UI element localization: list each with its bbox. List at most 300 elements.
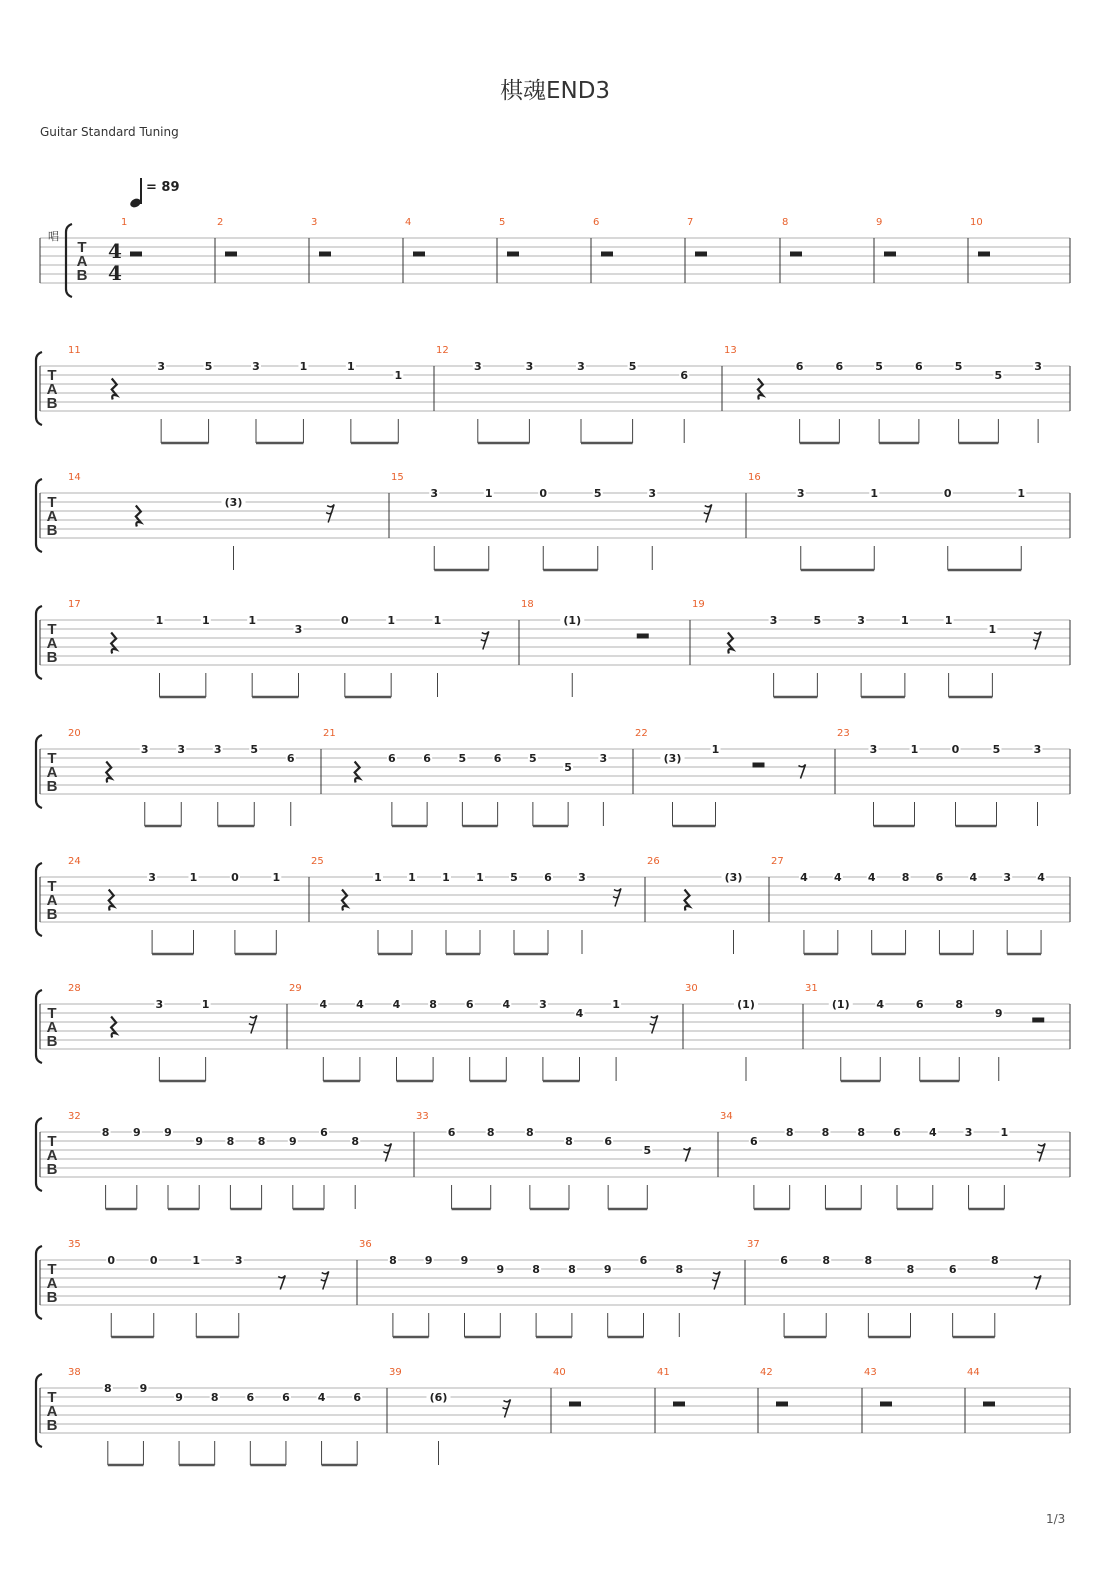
measure-28 [68, 983, 257, 1081]
fret-number: 1 [387, 614, 395, 627]
fret-number: 6 [915, 360, 923, 373]
measure-25 [311, 856, 621, 954]
measure-number: 40 [553, 1367, 566, 1378]
fret-number: 3 [769, 614, 778, 627]
tab-clef-letter: A [76, 253, 88, 270]
fret-number: 6 [320, 1126, 328, 1139]
fret-number: 8 [565, 1135, 573, 1148]
fret-number: 3 [252, 360, 260, 373]
fret-number: 6 [423, 752, 431, 765]
measure-21 [323, 728, 608, 826]
measure-number: 38 [68, 1367, 81, 1378]
measure-41 [657, 1367, 685, 1407]
tab-clef-letter: T [77, 239, 87, 256]
fret-number: 5 [593, 487, 602, 500]
system-bracket [36, 1246, 42, 1319]
fret-number: 6 [246, 1391, 255, 1404]
fret-number: 1 [299, 360, 308, 373]
measure-14 [68, 472, 334, 570]
half-rest [673, 1402, 685, 1407]
tab-clef-letter: B [46, 906, 58, 923]
fret-number: 3 [155, 998, 164, 1011]
fret-number: 3 [857, 614, 865, 627]
fret-number: (3) [224, 496, 243, 509]
tab-clef-letter: T [47, 1133, 57, 1150]
tab-clef-letter: A [46, 764, 58, 781]
fret-number: 1 [272, 871, 281, 884]
measure-number: 35 [68, 1239, 81, 1250]
tab-clef-letter: B [46, 395, 58, 412]
fret-number: 1 [711, 743, 720, 756]
fret-number: 0 [231, 871, 239, 884]
fret-number: 5 [529, 752, 537, 765]
fret-number: 6 [493, 752, 502, 765]
fret-number: 8 [532, 1263, 540, 1276]
measure-19 [692, 599, 1041, 697]
tab-clef-letter: A [46, 892, 58, 909]
fret-number: 6 [915, 998, 924, 1011]
fret-number: 4 [317, 1391, 326, 1404]
measure-6 [593, 217, 613, 257]
system-bracket [36, 479, 42, 552]
fret-number: (6) [429, 1391, 448, 1404]
fret-number: 1 [408, 871, 416, 884]
measure-number: 41 [657, 1367, 670, 1378]
fret-number: 5 [954, 360, 963, 373]
tab-clef-letter: A [46, 1147, 58, 1164]
half-rest [130, 252, 142, 257]
half-rest [978, 252, 990, 257]
measure-16 [748, 472, 1026, 570]
measure-4 [405, 217, 425, 257]
fret-number: 0 [107, 1254, 116, 1267]
fret-number: 3 [1033, 743, 1042, 756]
measure-5 [499, 217, 519, 257]
fret-number: 4 [969, 871, 978, 884]
fret-number: (3) [663, 752, 682, 765]
measure-17 [68, 599, 489, 697]
measure-number: 27 [771, 856, 784, 867]
measure-26 [647, 856, 746, 954]
fret-number: 3 [234, 1254, 243, 1267]
fret-number: 5 [643, 1144, 652, 1157]
measure-7 [687, 217, 707, 257]
measure-number: 22 [635, 728, 648, 739]
fret-number: 9 [994, 1007, 1003, 1020]
fret-number: 8 [486, 1126, 495, 1139]
measure-39 [389, 1367, 511, 1465]
fret-number: 9 [164, 1126, 172, 1139]
measure-number: 6 [593, 217, 600, 228]
fret-number: 3 [213, 743, 222, 756]
fret-number: 3 [599, 752, 608, 765]
measure-18 [521, 599, 649, 697]
fret-number: 6 [604, 1135, 612, 1148]
system-bracket [36, 863, 42, 936]
tab-clef-letter: T [47, 1005, 57, 1022]
half-rest [637, 634, 649, 639]
measure-36 [359, 1239, 720, 1337]
fret-number: 1 [202, 614, 210, 627]
measure-number: 20 [68, 728, 81, 739]
measure-number: 11 [68, 345, 81, 356]
fret-number: 1 [1017, 487, 1026, 500]
fret-number: 1 [870, 487, 879, 500]
tab-clef-letter: B [46, 522, 58, 539]
half-rest [225, 252, 237, 257]
measure-23 [837, 728, 1043, 826]
fret-number: (1) [563, 614, 582, 627]
fret-number: 9 [603, 1263, 612, 1276]
measure-number: 2 [217, 217, 224, 228]
measure-number: 31 [805, 983, 818, 994]
fret-number: 6 [388, 752, 396, 765]
system-bracket [36, 1374, 42, 1447]
tab-clef-letter: A [46, 508, 58, 525]
measure-number: 43 [864, 1367, 877, 1378]
fret-number: 9 [195, 1135, 204, 1148]
fret-number: 1 [433, 614, 442, 627]
fret-number: 6 [465, 998, 474, 1011]
half-rest [776, 1402, 788, 1407]
fret-number: 1 [944, 614, 953, 627]
fret-number: 8 [101, 1126, 110, 1139]
fret-number: (3) [724, 871, 743, 884]
fret-number: 3 [473, 360, 482, 373]
fret-number: 6 [795, 360, 804, 373]
fret-number: 5 [458, 752, 467, 765]
fret-number: 8 [955, 998, 964, 1011]
fret-number: 6 [544, 871, 552, 884]
fret-number: 8 [526, 1126, 534, 1139]
fret-number: 4 [319, 998, 328, 1011]
measure-34 [720, 1111, 1045, 1209]
fret-number: 4 [800, 871, 808, 884]
fret-number: 6 [948, 1263, 957, 1276]
fret-number: 9 [496, 1263, 505, 1276]
fret-number: 5 [875, 360, 883, 373]
fret-number: 1 [988, 623, 997, 636]
fret-number: 8 [257, 1135, 266, 1148]
measure-number: 32 [68, 1111, 81, 1122]
quarter-rest [685, 890, 690, 911]
tab-system [36, 472, 1070, 570]
measure-number: 16 [748, 472, 761, 483]
fret-number: 1 [347, 360, 355, 373]
tab-system [36, 1111, 1070, 1209]
measure-9 [876, 217, 896, 257]
measure-number: 44 [967, 1367, 980, 1378]
fret-number: 3 [525, 360, 534, 373]
tab-clef-letter: T [47, 367, 57, 384]
fret-number: 4 [392, 998, 401, 1011]
half-rest [569, 1402, 581, 1407]
half-rest [790, 252, 802, 257]
measure-number: 19 [692, 599, 705, 610]
fret-number: 8 [822, 1254, 831, 1267]
fret-number: 3 [578, 871, 586, 884]
fret-number: (1) [737, 998, 755, 1011]
measure-40 [553, 1367, 581, 1407]
fret-number: 1 [910, 743, 919, 756]
fret-number: 4 [867, 871, 876, 884]
tab-clef-letter: T [47, 878, 57, 895]
fret-number: 1 [374, 871, 382, 884]
measure-number: 5 [499, 217, 506, 228]
fret-number: 4 [833, 871, 842, 884]
measure-number: 21 [323, 728, 336, 739]
system-bracket [36, 990, 42, 1063]
fret-number: 6 [286, 752, 295, 765]
tab-clef-letter: B [46, 778, 58, 795]
score-title: 棋魂END3 [499, 78, 611, 104]
measure-38 [68, 1367, 362, 1465]
measure-1 [121, 217, 142, 257]
tab-system [36, 728, 1070, 826]
fret-number: 5 [994, 369, 1003, 382]
measure-number: 14 [68, 472, 81, 483]
tab-system [36, 1367, 1070, 1465]
fret-number: 1 [248, 614, 256, 627]
measure-number: 30 [685, 983, 698, 994]
measure-number: 42 [760, 1367, 773, 1378]
measure-number: 18 [521, 599, 534, 610]
fret-number: 3 [577, 360, 585, 373]
measure-number: 12 [436, 345, 449, 356]
measure-number: 28 [68, 983, 81, 994]
tab-system [36, 983, 1070, 1081]
fret-number: 4 [876, 998, 885, 1011]
fret-number: 8 [429, 998, 437, 1011]
fret-number: 3 [294, 623, 303, 636]
fret-number: 9 [132, 1126, 141, 1139]
tab-clef-letter: B [46, 649, 58, 666]
measure-2 [217, 217, 237, 257]
measure-22 [635, 728, 806, 826]
fret-number: 3 [430, 487, 439, 500]
time-signature-bottom: 4 [108, 261, 122, 285]
fret-number: 4 [928, 1126, 937, 1139]
fret-number: 1 [189, 871, 198, 884]
fret-number: 1 [1000, 1126, 1009, 1139]
fret-number: 6 [639, 1254, 648, 1267]
measure-8 [782, 217, 802, 257]
tab-system [36, 345, 1070, 443]
fret-number: 1 [901, 614, 909, 627]
half-rest [601, 252, 613, 257]
tab-clef-letter: B [76, 267, 88, 284]
fret-number: 1 [442, 871, 450, 884]
fret-number: 8 [785, 1126, 794, 1139]
measure-number: 17 [68, 599, 81, 610]
fret-number: 8 [568, 1263, 576, 1276]
fret-number: 6 [447, 1126, 456, 1139]
measure-30 [685, 983, 758, 1081]
measure-13 [724, 345, 1043, 443]
fret-number: 1 [612, 998, 620, 1011]
half-rest [507, 252, 519, 257]
fret-number: 6 [282, 1391, 290, 1404]
measure-number: 37 [747, 1239, 760, 1250]
measure-43 [864, 1367, 892, 1407]
measure-number: 4 [405, 217, 412, 228]
instrument-label: 唱 [48, 230, 59, 243]
fret-number: 8 [103, 1382, 112, 1395]
system-bracket [36, 735, 42, 808]
measure-3 [311, 217, 331, 257]
tuning-label: Guitar Standard Tuning [40, 125, 179, 139]
fret-number: 5 [813, 614, 822, 627]
quarter-rest [355, 762, 360, 783]
fret-number: 9 [460, 1254, 469, 1267]
quarter-rest [109, 890, 114, 911]
system-bracket [36, 606, 42, 679]
fret-number: 1 [155, 614, 164, 627]
fret-number: 6 [835, 360, 844, 373]
fret-number: 9 [175, 1391, 183, 1404]
measure-15 [391, 472, 712, 570]
system-bracket [66, 224, 72, 297]
fret-number: 3 [796, 487, 805, 500]
system-bracket [36, 352, 42, 425]
fret-number: 5 [204, 360, 213, 373]
fret-number: 0 [341, 614, 349, 627]
measure-20 [68, 728, 296, 826]
fret-number: 0 [943, 487, 952, 500]
fret-number: 4 [502, 998, 511, 1011]
fret-number: 3 [869, 743, 878, 756]
measure-number: 33 [416, 1111, 429, 1122]
measure-27 [771, 856, 1046, 954]
quarter-rest [112, 379, 117, 400]
measure-number: 7 [687, 217, 694, 228]
fret-number: 8 [901, 871, 910, 884]
half-rest [319, 252, 331, 257]
fret-number: 9 [288, 1135, 297, 1148]
measure-number: 3 [311, 217, 318, 228]
tab-system [40, 217, 1070, 297]
fret-number: 3 [177, 743, 186, 756]
tab-clef-letter: B [46, 1033, 58, 1050]
fret-number: 4 [356, 998, 364, 1011]
page-number: 1/3 [1046, 1512, 1066, 1526]
measure-number: 25 [311, 856, 324, 867]
time-signature-top: 4 [108, 239, 122, 263]
tab-clef-letter: A [46, 1403, 58, 1420]
fret-number: 5 [628, 360, 637, 373]
quarter-rest [106, 762, 111, 783]
fret-number: 6 [935, 871, 944, 884]
quarter-rest [342, 890, 347, 911]
eighth-rest [799, 765, 806, 779]
measure-number: 8 [782, 217, 789, 228]
half-rest [983, 1402, 995, 1407]
measure-number: 36 [359, 1239, 372, 1250]
fret-number: 9 [139, 1382, 148, 1395]
fret-number: 3 [648, 487, 657, 500]
measure-42 [760, 1367, 788, 1407]
tab-clef-letter: T [47, 494, 57, 511]
fret-number: 3 [1034, 360, 1042, 373]
fret-number: 0 [539, 487, 548, 500]
fret-number: 8 [821, 1126, 830, 1139]
measure-44 [967, 1367, 995, 1407]
fret-number: 4 [1037, 871, 1045, 884]
fret-number: 4 [575, 1007, 584, 1020]
fret-number: 5 [510, 871, 518, 884]
fret-number: 3 [148, 871, 156, 884]
measure-number: 23 [837, 728, 850, 739]
system-bracket [36, 1118, 42, 1191]
fret-number: 8 [857, 1126, 866, 1139]
measure-number: 9 [876, 217, 883, 228]
measure-number: 13 [724, 345, 737, 356]
half-rest [413, 252, 425, 257]
fret-number: 8 [675, 1263, 684, 1276]
tab-clef-letter: B [46, 1161, 58, 1178]
tab-clef-letter: T [47, 621, 57, 638]
measure-number: 10 [970, 217, 983, 228]
measure-number: 29 [289, 983, 302, 994]
fret-number: 3 [964, 1126, 973, 1139]
fret-number: 1 [192, 1254, 201, 1267]
fret-number: 8 [351, 1135, 360, 1148]
tab-clef-letter: T [47, 750, 57, 767]
fret-number: 1 [476, 871, 484, 884]
tab-clef-letter: B [46, 1417, 58, 1434]
fret-number: 0 [149, 1254, 158, 1267]
fret-number: 1 [484, 487, 493, 500]
half-rest [1032, 1018, 1044, 1023]
measure-33 [416, 1111, 690, 1209]
fret-number: 8 [864, 1254, 873, 1267]
tab-system [36, 856, 1070, 954]
half-rest [884, 252, 896, 257]
measure-31 [805, 983, 1044, 1081]
tab-clef-letter: A [46, 381, 58, 398]
fret-number: (1) [831, 998, 850, 1011]
measure-number: 24 [68, 856, 81, 867]
measure-number: 34 [720, 1111, 733, 1122]
fret-number: 8 [210, 1391, 219, 1404]
quarter-rest [111, 1017, 116, 1038]
fret-number: 5 [250, 743, 259, 756]
half-rest [880, 1402, 892, 1407]
tempo-value: = 89 [146, 180, 180, 195]
tab-clef-letter: T [47, 1261, 57, 1278]
measure-37 [747, 1239, 1041, 1337]
tab-clef-letter: B [46, 1289, 58, 1306]
measure-35 [68, 1239, 329, 1337]
fret-number: 0 [951, 743, 960, 756]
fret-number: 8 [226, 1135, 235, 1148]
tab-system [36, 1239, 1070, 1337]
fret-number: 8 [990, 1254, 999, 1267]
fret-number: 3 [140, 743, 149, 756]
measure-11 [68, 345, 403, 443]
measure-24 [68, 856, 281, 954]
half-rest [695, 252, 707, 257]
measure-number: 1 [121, 217, 128, 228]
fret-number: 6 [893, 1126, 901, 1139]
tab-clef-letter: T [47, 1389, 57, 1406]
measure-number: 39 [389, 1367, 402, 1378]
fret-number: 1 [394, 369, 403, 382]
quarter-rest [758, 379, 763, 400]
fret-number: 6 [780, 1254, 788, 1267]
fret-number: 6 [353, 1391, 362, 1404]
measure-29 [289, 983, 658, 1081]
